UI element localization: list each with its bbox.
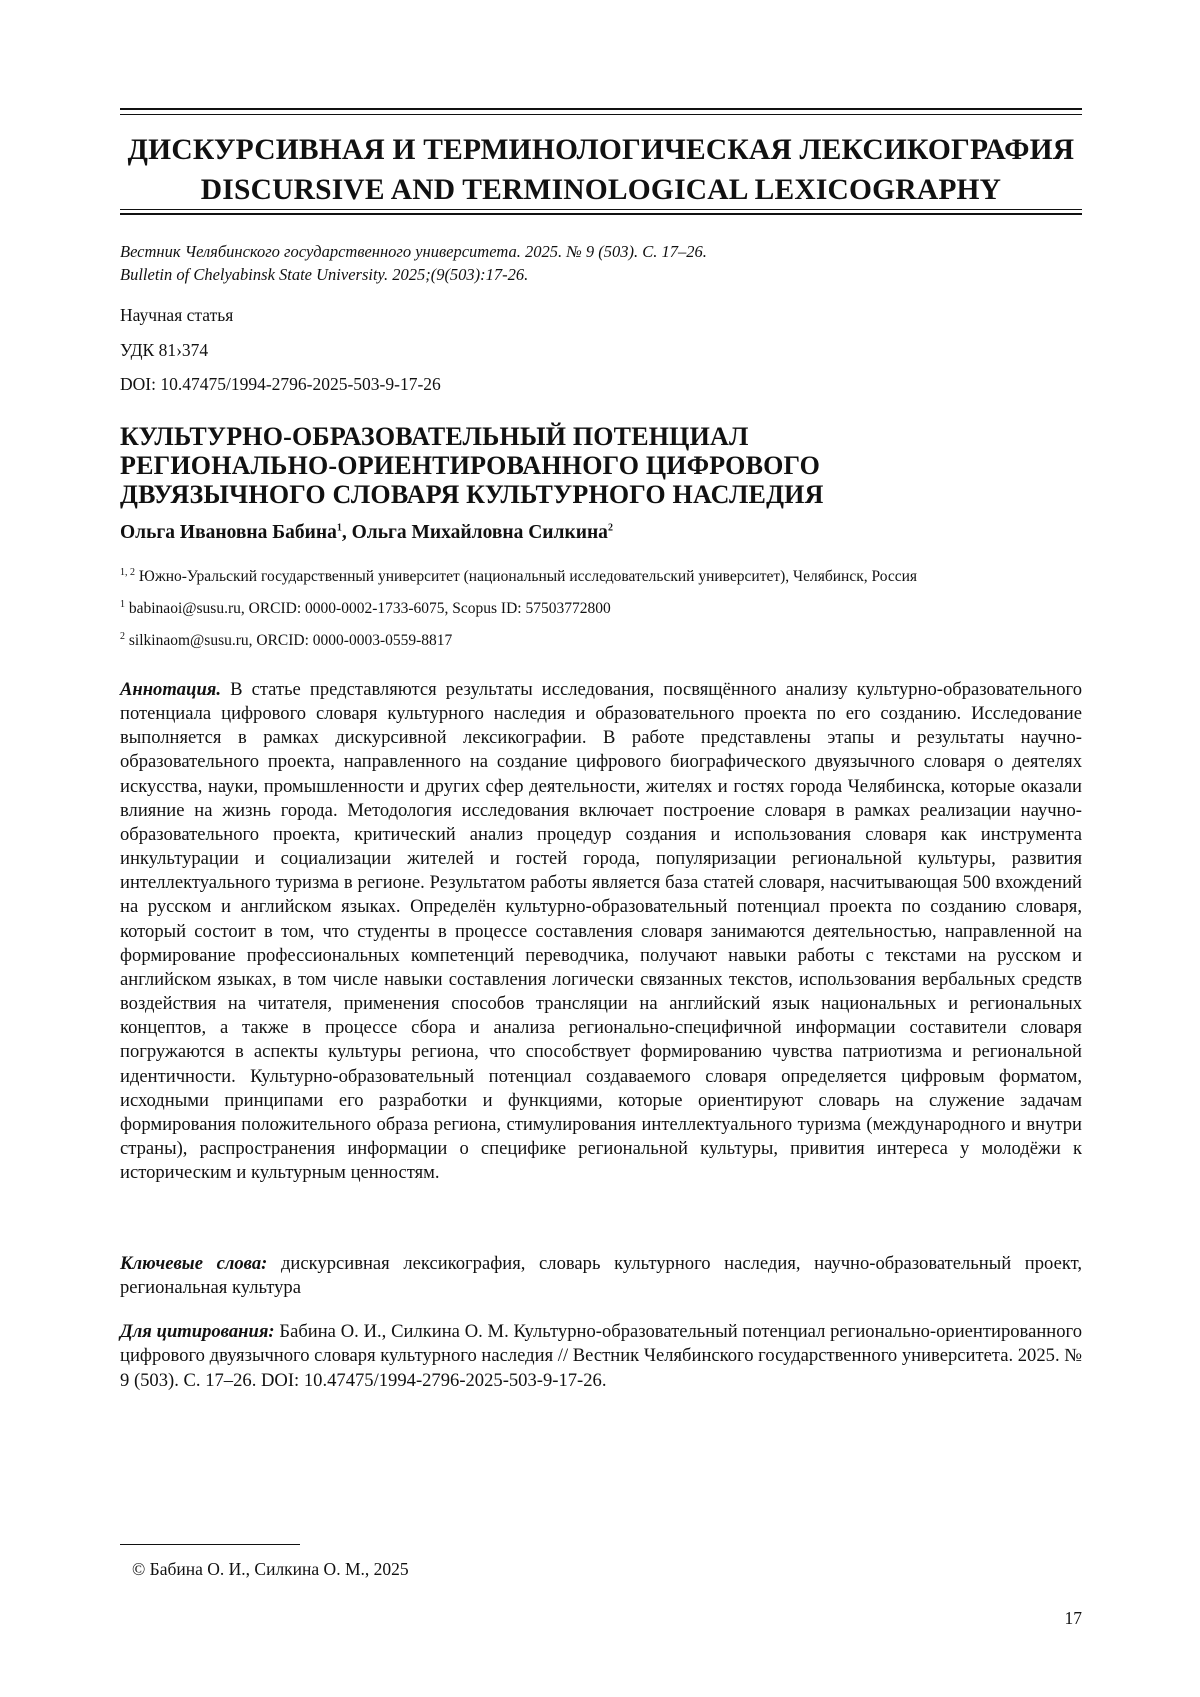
keywords-label: Ключевые слова:: [120, 1253, 268, 1274]
rubric-en: DISCURSIVE AND TERMINOLOGICAL LEXICOGRAPHY: [200, 174, 1002, 206]
author-affiliation-mark: 2: [607, 522, 613, 534]
journal-reference: [120, 240, 1082, 286]
author-list: [120, 522, 613, 544]
doi: DOI: 10.47475/1994-2796-2025-503-9-17-26: [120, 374, 441, 394]
keywords-text: дискурсивная лексикография, словарь культурного наследия, научно-образовательный проект, региональная культура: [120, 1253, 1082, 1299]
udc-code: УДК 81›374: [120, 340, 209, 360]
affiliation-institution: [120, 568, 1082, 586]
copyright-footnote: © Бабина О. И., Силкина О. М., 2025: [132, 1559, 409, 1579]
bottom-rule-thin: [120, 209, 1082, 210]
affiliation-author2-contact: [120, 632, 1082, 650]
affiliation-text: Южно-Уральский государственный университет (национальный исследовательский университет), Челябинск, Россия: [138, 568, 918, 585]
footnote-rule: [120, 1544, 300, 1545]
affiliation-mark: 1, 2: [120, 566, 135, 578]
affiliation-mark: 2: [120, 630, 125, 642]
article-type: Научная статья: [120, 305, 234, 325]
article-title: [120, 422, 1082, 509]
citation-label: Для цитирования:: [120, 1321, 275, 1342]
page-number: 17: [1064, 1608, 1082, 1628]
rubric-ru: ДИСКУРСИВНАЯ И ТЕРМИНОЛОГИЧЕСКАЯ ЛЕКСИКОГРАФИЯ: [127, 134, 1075, 166]
citation: [120, 1320, 1082, 1393]
affiliation-mark: 1: [120, 598, 125, 610]
top-rule-thick: [120, 108, 1082, 110]
author-name: Ольга Ивановна Бабина: [120, 522, 337, 543]
author1-contact: babinaoi@susu.ru, ORCID: 0000-0002-1733-6075, Scopus ID: 57503772800: [128, 600, 611, 617]
author2-contact: silkinaom@susu.ru, ORCID: 0000-0003-0559-8817: [128, 632, 453, 649]
journal-ref-en: Bulletin of Chelyabinsk State University. 2025;(9(503):17-26.: [120, 265, 529, 284]
citation-text: Бабина О. И., Силкина О. М. Культурно-образовательный потенциал регионально-ориентированного цифрового двуязычного словаря культурного наследия // Вестник Челябинского государственного университета. 2025. № 9 (503). С. 17–26. DOI: 10.47475/1994-2796-2025-503-9-17-26.: [120, 1321, 1082, 1391]
abstract: [120, 678, 1082, 1185]
top-rule-thin: [120, 114, 1082, 115]
author-separator: ,: [341, 522, 352, 543]
keywords: [120, 1252, 1082, 1301]
journal-ref-ru: Вестник Челябинского государственного университета. 2025. № 9 (503). С. 17–26.: [120, 242, 707, 261]
author-affiliation-mark: 1: [336, 522, 342, 534]
affiliation-author1-contact: [120, 600, 1082, 618]
title-line: КУЛЬТУРНО-ОБРАЗОВАТЕЛЬНЫЙ ПОТЕНЦИАЛ: [120, 422, 749, 451]
section-rubric: [120, 130, 1082, 210]
abstract-label: Аннотация.: [120, 679, 222, 700]
bottom-rule-thick: [120, 213, 1082, 215]
title-line: РЕГИОНАЛЬНО-ОРИЕНТИРОВАННОГО ЦИФРОВОГО: [120, 451, 821, 480]
abstract-text: В статье представляются результаты исследования, посвящённого анализу культурно-образовательного потенциала цифрового словаря культурного наследия и образовательного проекта по его созданию. Исследование выполняется в рамках дискурсивной лексикографии. В работе представлены этапы и результаты научно-образовательного проекта, направленного на создание цифрового биографического двуязычного словаря о деятелях искусства, науки, промышленности и других сфер деятельности, жителях и гостях города Челябинска, которые оказали влияние на жизнь города. Методология исследования включает построение словаря в рамках реализации научно-образовательного проекта, критический анализ процедур создания и использования словаря как инструмента инкультурации и социализации жителей и гостей города, популяризации региональной культуры, развития интеллектуального туризма в регионе. Результатом работы является база статей словаря, насчитывающая 500 вхождений на русском и английском языках. Определён культурно-образовательный потенциал проекта по созданию словаря, который состоит в том, что студенты в процессе составления словаря занимаются деятельностью, направленной на формирование профессиональных компетенций переводчика, получают навыки работы с текстами на русском и английском языках, в том числе навыки составления логически связанных текстов, использования вербальных средств воздействия на читателя, применения способов трансляции на английский язык национальных и региональных концептов, а также в процессе сбора и анализа регионально-специфичной информации составители словаря погружаются в аспекты культуры региона, что способствует формированию чувства патриотизма и региональной идентичности. Культурно-образовательный потенциал создаваемого словаря определяется цифровым форматом, исходными принципами его разработки и функциями, которые ориентируют словарь на служение задачам формирования положительного образа региона, стимулирования интеллектуального туризма (международного и внутри страны), распространения информации о специфике региональной культуры, привития интереса у молодёжи к историческим и культурным ценностям.: [120, 679, 1082, 1184]
author-name: Ольга Михайловна Силкина: [351, 522, 608, 543]
title-line: ДВУЯЗЫЧНОГО СЛОВАРЯ КУЛЬТУРНОГО НАСЛЕДИЯ: [120, 480, 824, 509]
